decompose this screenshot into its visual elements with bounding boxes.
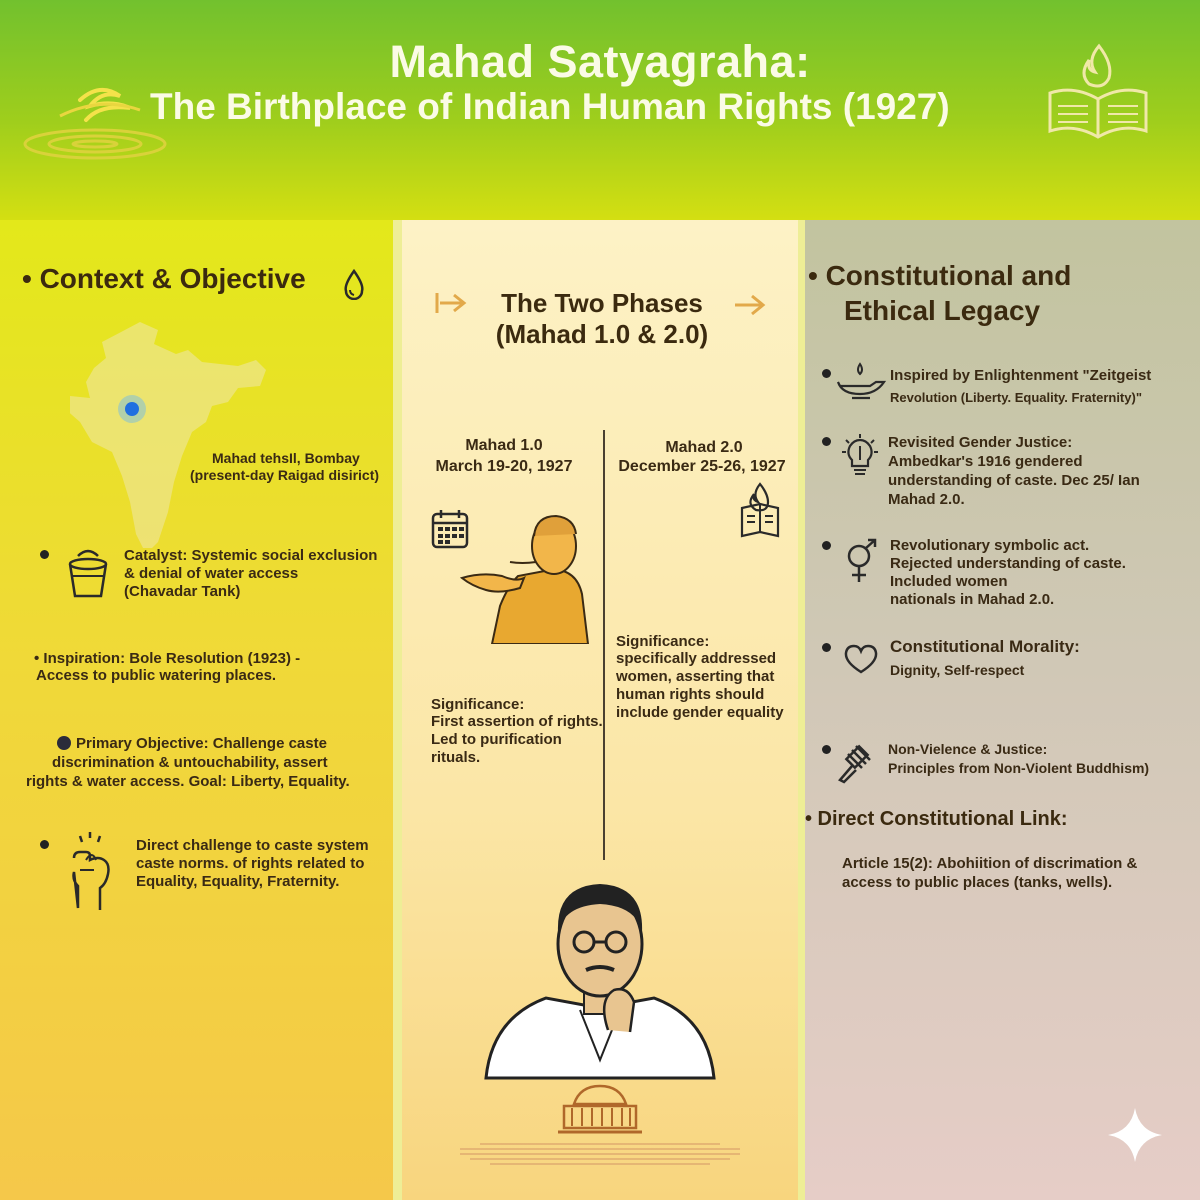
- legacy-item-2-line-1: Revisited Gender Justice:: [888, 434, 1073, 451]
- legacy-item-1-line-1: Inspired by Enlightenment "Zeitgeist: [890, 367, 1152, 384]
- bullet-dot: [40, 840, 49, 849]
- legacy-item-5-line-1: Non-Vielence & Justice:: [888, 741, 1048, 757]
- open-book-flame-icon: [1042, 38, 1157, 143]
- constitutional-link-line-2: access to public places (tanks, wells).: [842, 874, 1113, 891]
- catalyst-line-2: & denial of water access: [124, 565, 299, 582]
- map-caption-line-1: Mahad tehsIl, Bombay: [212, 450, 360, 466]
- heart-icon: [844, 644, 878, 674]
- ambedkar-portrait: [480, 880, 720, 1080]
- inspiration-line-2: Access to public watering places.: [36, 667, 277, 684]
- phase1-significance-label: Significance:: [431, 696, 525, 713]
- objective-line-3: rights & water access. Goal: Liberty, Equality.: [26, 773, 350, 790]
- challenge-line-2: caste norms. of rights related to: [136, 855, 365, 872]
- page-title: Mahad Satyagraha:: [389, 36, 811, 87]
- constitutional-link-heading: • Direct Constitutional Link:: [805, 808, 1068, 830]
- phase2-significance-label: Significance:: [616, 633, 710, 650]
- inspiration-line-1: • Inspiration: Bole Resolution (1923) -: [34, 650, 301, 667]
- bullet-dot: [822, 437, 831, 446]
- phase2-significance-line-4: include gender equality: [616, 704, 784, 721]
- bullet-dot: [40, 550, 49, 559]
- context-heading: • Context & Objective: [22, 263, 306, 294]
- legacy-item-3-line-3: Included women: [890, 573, 1008, 590]
- objective-bullet: [57, 736, 71, 750]
- column-divider: [393, 220, 402, 1200]
- parliament-building-icon: [556, 1082, 644, 1142]
- phase2-name: Mahad 2.0: [665, 439, 743, 456]
- legacy-heading-line-2: Ethical Legacy: [844, 295, 1041, 326]
- legacy-item-2-line-3: understanding of caste. Dec 25/ Ian: [888, 472, 1140, 489]
- arrow-right-icon: [732, 292, 768, 318]
- water-drop-icon: [342, 268, 366, 300]
- timeline-divider: [603, 430, 605, 860]
- bullet-dot: [822, 745, 831, 754]
- bullet-dot: [822, 369, 831, 378]
- legacy-item-5-line-2: Principles from Non-Violent Buddhism): [888, 760, 1150, 776]
- legacy-item-1-line-2: Revolution (Liberty. Equality. Fraternity)": [890, 390, 1142, 405]
- legacy-item-4-line-2: Dignity, Self-respect: [890, 662, 1025, 678]
- drinking-man-illustration: [458, 512, 590, 644]
- phase2-significance-line-1: specifically addressed: [616, 650, 777, 667]
- legacy-item-4-line-1: Constitutional Morality:: [890, 637, 1080, 656]
- raised-fist-icon: [66, 830, 116, 912]
- lightbulb-icon: [842, 432, 878, 478]
- phase1-significance-line-1: First assertion of rights.: [431, 713, 603, 730]
- oil-lamp-icon: [834, 362, 888, 402]
- page-subtitle: The Birthplace of Indian Human Rights (1927): [150, 86, 950, 127]
- phase1-significance-line-3: rituals.: [431, 749, 481, 766]
- legacy-heading-line-1: • Constitutional and: [808, 260, 1072, 291]
- gavel-icon: [838, 742, 876, 784]
- phase2-significance-line-2: women, asserting that: [616, 668, 775, 685]
- decorative-fine-print: [450, 1140, 750, 1168]
- india-map: [70, 318, 280, 548]
- constitutional-link-line-1: Article 15(2): Abohiition of discrimation &: [842, 855, 1138, 872]
- bullet-dot: [822, 541, 831, 550]
- objective-line-2: discrimination & untouchability, assert: [52, 754, 328, 771]
- phases-heading-line-2: (Mahad 1.0 & 2.0): [495, 319, 709, 349]
- phases-heading-line-1: The Two Phases: [501, 288, 703, 318]
- phase1-name: Mahad 1.0: [465, 437, 543, 454]
- phase2-date: December 25-26, 1927: [618, 458, 786, 475]
- bucket-icon: [66, 546, 110, 602]
- burning-book-icon: [738, 482, 782, 540]
- bullet-dot: [822, 643, 831, 652]
- legacy-item-2-line-4: Mahad 2.0.: [888, 491, 965, 508]
- gender-symbol-icon: [844, 538, 878, 584]
- challenge-line-1: Direct challenge to caste system: [136, 837, 369, 854]
- phase2-significance-line-3: human rights should: [616, 686, 765, 703]
- challenge-line-3: Equality, Equality, Fraternity.: [136, 873, 340, 890]
- phase1-significance-line-2: Led to purification: [431, 731, 562, 748]
- legacy-item-3-line-4: nationals in Mahad 2.0.: [890, 591, 1055, 608]
- objective-line-1: Primary Objective: Challenge caste: [76, 735, 327, 752]
- legacy-item-2-line-2: Ambedkar's 1916 gendered: [888, 453, 1083, 470]
- sparkle-icon: [1106, 1106, 1164, 1164]
- catalyst-line-1: Catalyst: Systemic social exclusion: [124, 547, 378, 564]
- phase1-date: March 19-20, 1927: [435, 458, 573, 475]
- legacy-item-3-line-2: Rejected understanding of caste.: [890, 555, 1126, 572]
- map-caption-line-2: (present-day Raigad disirict): [190, 467, 380, 483]
- catalyst-line-3: (Chavadar Tank): [124, 583, 241, 600]
- legacy-item-3-line-1: Revolutionary symbolic act.: [890, 537, 1090, 554]
